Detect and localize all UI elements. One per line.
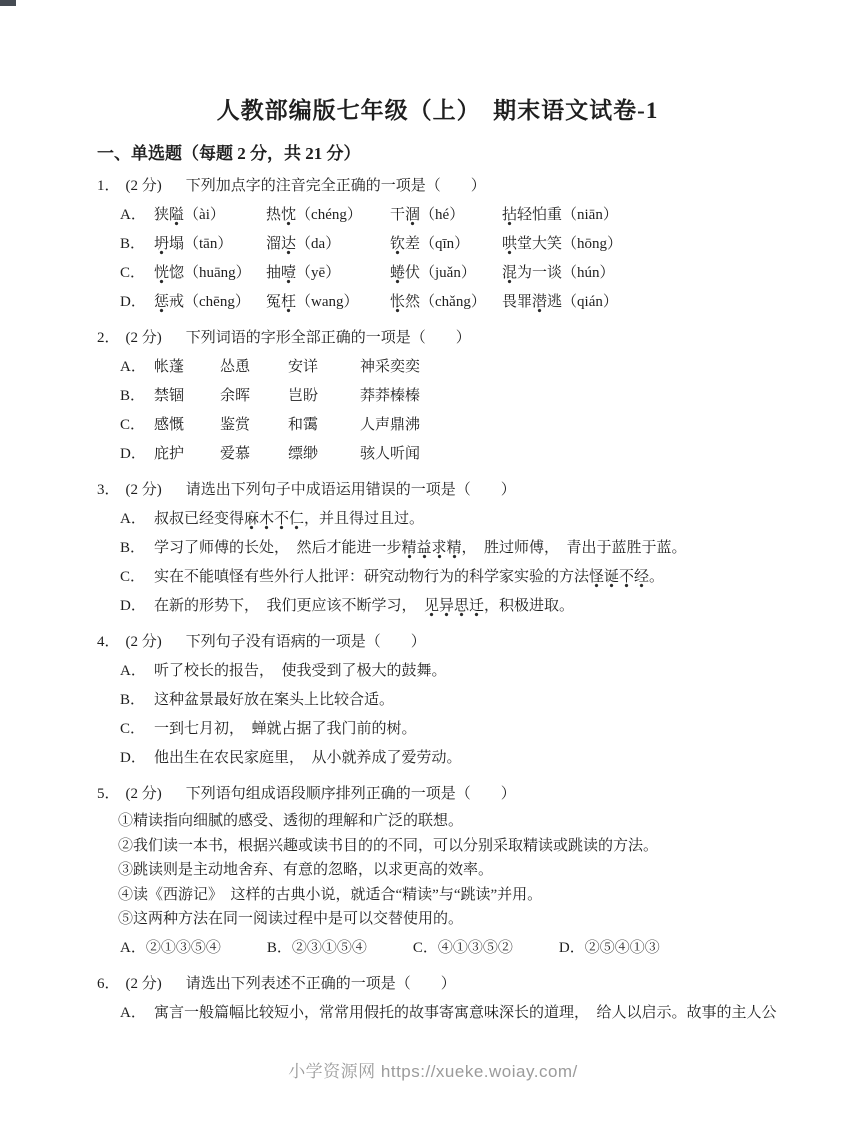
option-label: C． (120, 569, 146, 585)
option-row (120, 259, 778, 288)
option-row (120, 563, 778, 592)
choices-row (120, 933, 778, 963)
emphasis-dotted-text: 忱 (281, 207, 296, 226)
option-row (120, 744, 778, 773)
emphasis-dotted-text: 精益求精 (402, 540, 462, 559)
option-label: B． (120, 236, 146, 252)
option-cell: 哄堂大笑（hōng） (502, 230, 778, 259)
option-row (120, 592, 778, 621)
option-text: 叔叔已经变得麻木不仁，并且得过且过。 (154, 505, 424, 534)
option-cell: 帐蓬 (154, 359, 185, 375)
option-text: 他出生在农民家庭里， 从小就养成了爱劳动。 (154, 750, 462, 766)
option-text: 这种盆景最好放在案头上比较合适。 (154, 692, 395, 708)
choice-item: A．②①③⑤④ (120, 939, 221, 956)
option-cell: 惩戒（chēng） (154, 288, 266, 317)
option-cell: 爱慕 (220, 446, 251, 462)
option-cell: 鉴赏 (220, 417, 251, 433)
questions-container (97, 172, 778, 1028)
option-cell: 余晖 (220, 388, 251, 404)
emphasis-dotted-text: 混 (502, 265, 517, 284)
option-text: 学习了师傅的长处， 然后才能进一步精益求精， 胜过师傅， 青出于蓝胜于蓝。 (154, 534, 687, 563)
option-cell: 人声鼎沸 (360, 417, 421, 433)
question-number: 4． (97, 634, 120, 650)
question-number: 1． (97, 178, 120, 194)
option-cell: 热忱（chéng） (266, 201, 390, 230)
choice-item: B．②③①⑤④ (266, 939, 367, 956)
option-text: 听了校长的报告， 使我受到了极大的鼓舞。 (154, 663, 447, 679)
question-number: 3． (97, 482, 120, 498)
option-row (120, 534, 778, 563)
question-stem (97, 628, 778, 657)
emphasis-dotted-text: 怪诞不经 (589, 569, 649, 588)
question-block (97, 970, 778, 1028)
emphasis-dotted-text: 恍 (154, 265, 169, 284)
question-block (97, 324, 778, 469)
option-row (120, 440, 778, 469)
option-cell: 狭隘（ài） (154, 201, 266, 230)
option-text: 一到七月初， 蝉就占据了我门前的树。 (154, 721, 417, 737)
option-label: A． (120, 663, 146, 679)
option-cell: 怂恿 (220, 359, 251, 375)
option-row (120, 505, 778, 534)
emphasis-dotted-text: 隘 (169, 207, 184, 226)
option-row (120, 999, 778, 1028)
emphasis-dotted-text: 涸 (405, 207, 420, 226)
option-cell: 莽莽榛榛 (360, 388, 421, 404)
option-row (120, 411, 778, 440)
option-row (120, 686, 778, 715)
question-number: 5． (97, 786, 120, 802)
numbered-sentence: ⑤这两种方法在同一阅读过程中是可以交替使用的。 (118, 911, 464, 927)
question-text: 请选出下列表述不正确的一项是（ ） (185, 975, 456, 992)
option-row (120, 353, 778, 382)
option-row (120, 230, 778, 259)
option-label: D． (120, 446, 146, 462)
emphasis-dotted-text: 拈 (502, 207, 517, 226)
question-points: (2 分) (125, 482, 162, 498)
option-cell: 干涸（hé） (390, 201, 502, 230)
option-label: D． (120, 750, 146, 766)
numbered-sentence: ①精读指向细腻的感受、透彻的理解和广泛的联想。 (118, 813, 464, 829)
question-block (97, 172, 778, 317)
numbered-sentence: ②我们读一本书，根据兴趣或读书目的的不同，可以分别采取精读或跳读的方法。 (118, 837, 659, 854)
choice-item: C．④①③⑤② (412, 939, 513, 956)
option-cell: 骇人听闻 (360, 446, 421, 462)
scan-artifact (0, 0, 16, 6)
option-row (120, 382, 778, 411)
question-block (97, 476, 778, 621)
emphasis-dotted-text: 枉 (281, 294, 296, 313)
option-cell: 庇护 (154, 446, 185, 462)
option-cell: 拈轻怕重（niān） (502, 201, 778, 230)
option-cell: 感慨 (154, 417, 185, 433)
question-text: 下列词语的字形全部正确的一项是（ ） (185, 330, 471, 346)
question-number: 6． (97, 975, 120, 992)
question-block (97, 628, 778, 773)
option-label: A． (120, 359, 146, 375)
option-text: 实在不能嗔怪有些外行人批评：研究动物行为的科学家实验的方法怪诞不经。 (154, 563, 664, 592)
question-points: (2 分) (125, 975, 162, 992)
option-cell: 冤枉（wang） (266, 288, 390, 317)
emphasis-dotted-text: 蜷 (390, 265, 405, 284)
option-label: D． (120, 294, 146, 310)
option-cell: 怅然（chǎng） (390, 288, 502, 317)
option-label: C． (120, 265, 146, 281)
question-text: 请选出下列句子中成语运用错误的一项是（ ） (185, 482, 516, 498)
option-label: B． (120, 692, 146, 708)
option-row (120, 201, 778, 230)
option-cell: 蜷伏（juǎn） (390, 259, 502, 288)
question-text: 下列语句组成语段顺序排列正确的一项是（ ） (185, 786, 516, 802)
question-stem (97, 172, 778, 201)
option-cell: 神采奕奕 (360, 359, 421, 375)
option-label: A． (120, 511, 146, 527)
option-cell: 缥缈 (288, 446, 319, 462)
question-points: (2 分) (125, 178, 162, 194)
emphasis-dotted-text: 麻木不仁 (244, 511, 304, 530)
emphasis-dotted-text: 怅 (390, 294, 405, 313)
section-heading: 一、单选题（每题 2 分，共 21 分） (97, 144, 361, 163)
option-cell: 坍塌（tān） (154, 230, 266, 259)
option-cell: 抽噎（yē） (266, 259, 390, 288)
option-label: A． (120, 1004, 146, 1021)
option-label: C． (120, 417, 146, 433)
numbered-sentence: ③跳读则是主动地舍弃、有意的忽略，以求更高的效率。 (118, 862, 494, 878)
option-cell: 溜达（da） (266, 230, 390, 259)
option-cell: 岂盼 (288, 388, 319, 404)
question-stem (97, 476, 778, 505)
footer-watermark: 小学资源网 https://xueke.woiay.com/ (288, 1062, 578, 1081)
emphasis-dotted-text: 哄 (502, 236, 517, 255)
option-label: B． (120, 540, 146, 556)
option-cell: 和霭 (288, 417, 319, 433)
choice-item: D．②⑤④①③ (558, 939, 660, 956)
question-points: (2 分) (125, 786, 162, 802)
option-row (120, 657, 778, 686)
option-row (120, 715, 778, 744)
emphasis-dotted-text: 噎 (281, 265, 296, 284)
option-label: B． (120, 388, 146, 404)
numbered-sentence: ④读《西游记》 这样的古典小说，就适合“精读”与“跳读”并用。 (118, 886, 543, 903)
question-points: (2 分) (125, 634, 162, 650)
question-number: 2． (97, 330, 120, 346)
question-stem (97, 324, 778, 353)
option-text: 寓言一般篇幅比较短小，常常用假托的故事寄寓意味深长的道理， 给人以启示。故事的主人公 (154, 1004, 777, 1021)
question-block (97, 780, 778, 963)
option-text: 在新的形势下， 我们更应该不断学习， 见异思迁，积极进取。 (154, 592, 574, 621)
option-label: C． (120, 721, 146, 737)
question-stem (97, 970, 778, 999)
option-cell: 钦差（qīn） (390, 230, 502, 259)
question-stem (97, 780, 778, 809)
option-label: A． (120, 207, 146, 223)
option-cell: 安详 (288, 359, 319, 375)
question-text: 下列句子没有语病的一项是（ ） (185, 634, 426, 650)
emphasis-dotted-text: 潜 (532, 294, 547, 313)
option-cell: 混为一谈（hún） (502, 259, 778, 288)
question-points: (2 分) (125, 330, 162, 346)
question-text: 下列加点字的注音完全正确的一项是（ ） (185, 178, 486, 194)
option-cell: 禁锢 (154, 388, 185, 404)
numbered-sentences (118, 809, 778, 932)
emphasis-dotted-text: 达 (281, 236, 296, 255)
option-cell: 恍惚（huāng） (154, 259, 266, 288)
option-cell: 畏罪潜逃（qián） (502, 288, 778, 317)
emphasis-dotted-text: 见异思迁 (424, 598, 484, 617)
emphasis-dotted-text: 钦 (390, 236, 405, 255)
emphasis-dotted-text: 坍 (154, 236, 169, 255)
emphasis-dotted-text: 惩 (154, 294, 169, 313)
page-title: 人教部编版七年级（上） 期末语文试卷-1 (216, 98, 659, 123)
option-row (120, 288, 778, 317)
option-label: D． (120, 598, 146, 614)
